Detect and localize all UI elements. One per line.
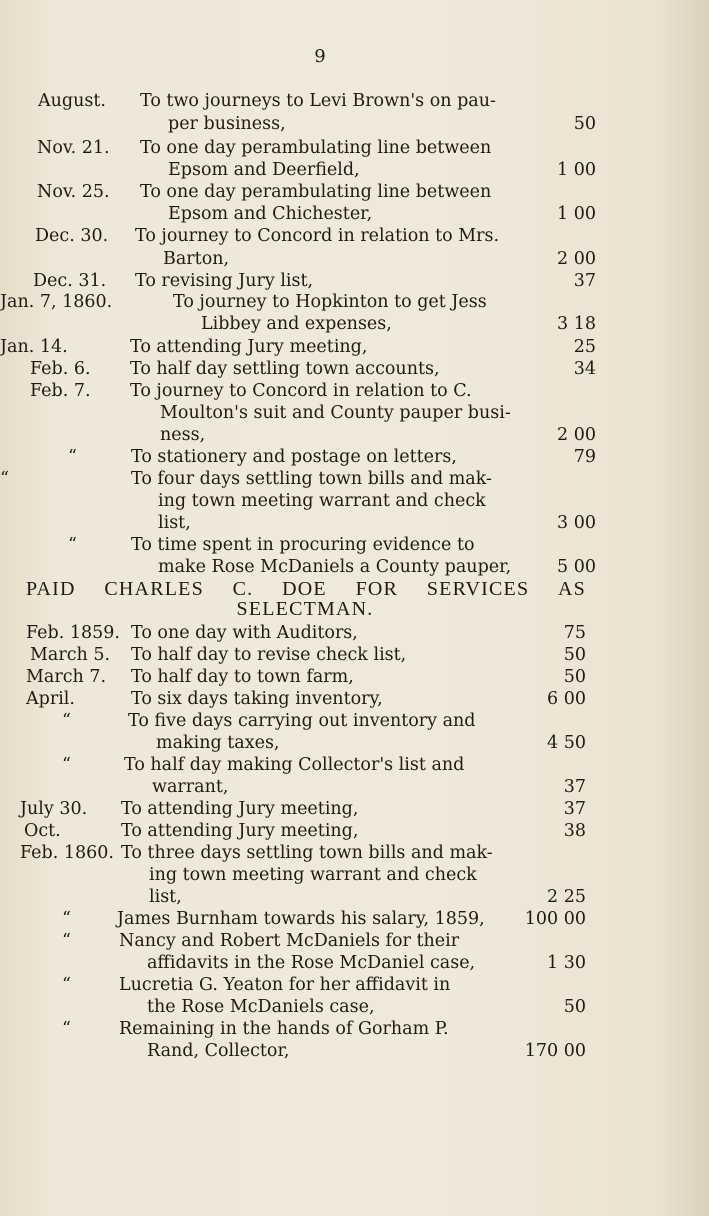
ledger-line: [0, 864, 586, 886]
entry-amount: 1 00: [557, 160, 596, 180]
entry-date: Jan. 7, 1860.: [0, 292, 113, 312]
entry-date: “: [62, 909, 71, 929]
entry-amount: 75: [563, 623, 586, 643]
entry-text: per business,: [168, 114, 286, 134]
heading-word: PAID: [26, 578, 76, 600]
ledger-line: [0, 644, 586, 666]
entry-text: To half day making Collector's list and: [124, 755, 465, 775]
ledger-line: [0, 1018, 586, 1040]
ledger-line: [0, 270, 596, 292]
ledger-line: [0, 313, 596, 335]
entry-date: “: [68, 447, 77, 467]
entry-date: Nov. 25.: [37, 182, 110, 202]
ledger-line: [0, 776, 586, 798]
entry-date: Dec. 31.: [33, 271, 107, 291]
ledger-line: [0, 424, 596, 446]
ledger-line: [0, 886, 586, 908]
entry-text: To half day to town farm,: [131, 667, 354, 687]
entry-amount: 100 00: [524, 909, 586, 929]
ledger-line: [0, 908, 586, 930]
entry-text: Libbey and expenses,: [201, 314, 392, 334]
entry-text: To one day perambulating line between: [140, 138, 492, 158]
entry-text: Epsom and Chichester,: [168, 204, 373, 224]
entry-text: the Rose McDaniels case,: [147, 997, 375, 1017]
section-heading-line2: SELECTMAN.: [236, 598, 374, 620]
entry-text: Nancy and Robert McDaniels for their: [119, 931, 460, 951]
ledger-line: [0, 556, 596, 578]
entry-amount: 34: [573, 359, 596, 379]
entry-text: To five days carrying out inventory and: [128, 711, 476, 731]
entry-amount: 37: [573, 271, 596, 291]
heading-word: CHARLES: [104, 578, 204, 600]
entry-date: Feb. 1860.: [20, 843, 114, 863]
entry-text: To two journeys to Levi Brown's on pau-: [140, 91, 496, 111]
ledger-line: [0, 248, 596, 270]
entry-amount: 50: [573, 114, 596, 134]
entry-text: To one day with Auditors,: [131, 623, 358, 643]
entry-text: To six days taking inventory,: [131, 689, 383, 709]
entry-amount: 1 30: [547, 953, 586, 973]
entry-date: “: [62, 931, 71, 951]
ledger-line: [0, 137, 596, 159]
entry-amount: 38: [563, 821, 586, 841]
entry-amount: 170 00: [524, 1041, 586, 1061]
entry-date: Nov. 21.: [37, 138, 110, 158]
entry-text: To journey to Hopkinton to get Jess: [173, 292, 487, 312]
entry-text: James Burnham towards his salary, 1859,: [117, 909, 485, 929]
entry-amount: 5 00: [557, 557, 596, 577]
entry-text: warrant,: [152, 777, 229, 797]
ledger-line: [0, 113, 596, 135]
entry-text: Lucretia G. Yeaton for her affidavit in: [119, 975, 451, 995]
entry-date: “: [0, 469, 9, 489]
entry-text: ness,: [160, 425, 206, 445]
entry-date: Feb. 1859.: [26, 623, 120, 643]
entry-date: “: [68, 535, 77, 555]
ledger-line: [0, 754, 586, 776]
entry-amount: 3 00: [557, 513, 596, 533]
ledger-line: [0, 336, 596, 358]
entry-amount: 2 00: [557, 249, 596, 269]
entry-text: To attending Jury meeting,: [121, 821, 359, 841]
entry-amount: 50: [563, 645, 586, 665]
ledger-line: [0, 974, 586, 996]
entry-text: To one day perambulating line between: [140, 182, 492, 202]
entry-amount: 50: [563, 997, 586, 1017]
entry-text: Remaining in the hands of Gorham P.: [119, 1019, 449, 1039]
ledger-line: [0, 798, 586, 820]
ledger-line: [0, 490, 596, 512]
ledger-line: [0, 181, 596, 203]
ledger-line: [0, 952, 586, 974]
entry-text: Moulton's suit and County pauper busi-: [160, 403, 511, 423]
entry-text: affidavits in the Rose McDaniel case,: [147, 953, 476, 973]
ledger-line: [0, 90, 596, 112]
ledger-line: [0, 710, 586, 732]
entry-amount: 4 50: [547, 733, 586, 753]
entry-amount: 79: [573, 447, 596, 467]
entry-date: “: [62, 1019, 71, 1039]
page-number: 9: [314, 46, 326, 67]
entry-amount: 2 00: [557, 425, 596, 445]
ledger-line: [0, 203, 596, 225]
ledger-line: [0, 666, 586, 688]
heading-word: DOE: [282, 578, 327, 600]
entry-amount: 50: [563, 667, 586, 687]
entry-date: “: [62, 711, 71, 731]
entry-text: To journey to Concord in relation to Mrs.: [135, 226, 500, 246]
heading-word: SERVICES: [426, 578, 530, 600]
heading-word: FOR: [355, 578, 399, 600]
ledger-line: [0, 820, 586, 842]
entry-date: Oct.: [24, 821, 61, 841]
ledger-line: [0, 622, 586, 644]
entry-text: Rand, Collector,: [147, 1041, 290, 1061]
entry-date: Feb. 7.: [30, 381, 91, 401]
entry-amount: 2 25: [547, 887, 586, 907]
ledger-line: [0, 1040, 586, 1062]
heading-word: AS: [558, 578, 586, 600]
entry-amount: 1 00: [557, 204, 596, 224]
entry-date: July 30.: [20, 799, 88, 819]
entry-text: To revising Jury list,: [135, 271, 314, 291]
ledger-line: [0, 402, 596, 424]
ledger-line: [0, 446, 596, 468]
entry-text: To half day settling town accounts,: [130, 359, 440, 379]
entry-text: list,: [149, 887, 182, 907]
entry-text: To attending Jury meeting,: [130, 337, 368, 357]
ledger-line: [0, 380, 596, 402]
ledger-line: [0, 159, 596, 181]
entry-amount: 25: [573, 337, 596, 357]
entry-text: To time spent in procuring evidence to: [131, 535, 475, 555]
entry-text: To stationery and postage on letters,: [131, 447, 457, 467]
ledger-line: [0, 225, 596, 247]
ledger-line: [0, 512, 596, 534]
entry-text: To four days settling town bills and mak-: [131, 469, 492, 489]
entry-date: March 5.: [30, 645, 111, 665]
entry-text: list,: [158, 513, 191, 533]
entry-text: To attending Jury meeting,: [121, 799, 359, 819]
entry-date: Feb. 6.: [30, 359, 91, 379]
entry-amount: 6 00: [547, 689, 586, 709]
entry-date: March 7.: [26, 667, 107, 687]
ledger-line: [0, 732, 586, 754]
entry-amount: 3 18: [557, 314, 596, 334]
ledger-line: [0, 842, 586, 864]
entry-text: make Rose McDaniels a County pauper,: [158, 557, 512, 577]
entry-text: ing town meeting warrant and check: [158, 491, 486, 511]
entry-text: To half day to revise check list,: [131, 645, 407, 665]
entry-text: Barton,: [163, 249, 230, 269]
entry-date: Dec. 30.: [35, 226, 109, 246]
entry-date: “: [62, 755, 71, 775]
entry-date: Jan. 14.: [0, 337, 68, 357]
entry-text: To three days settling town bills and mak-: [121, 843, 493, 863]
ledger-line: [0, 996, 586, 1018]
entry-date: April.: [26, 689, 75, 709]
entry-amount: 37: [563, 777, 586, 797]
entry-text: Epsom and Deerfield,: [168, 160, 360, 180]
heading-word: C.: [232, 578, 254, 600]
entry-date: “: [62, 975, 71, 995]
entry-amount: 37: [563, 799, 586, 819]
ledger-line: [0, 688, 586, 710]
ledger-line: [0, 468, 596, 490]
entry-text: To journey to Concord in relation to C.: [130, 381, 472, 401]
ledger-line: [0, 930, 586, 952]
entry-text: making taxes,: [156, 733, 280, 753]
ledger-line: [0, 291, 596, 313]
entry-date: August.: [38, 91, 106, 111]
entry-text: ing town meeting warrant and check: [149, 865, 477, 885]
ledger-line: [0, 534, 596, 556]
ledger-line: [0, 358, 596, 380]
